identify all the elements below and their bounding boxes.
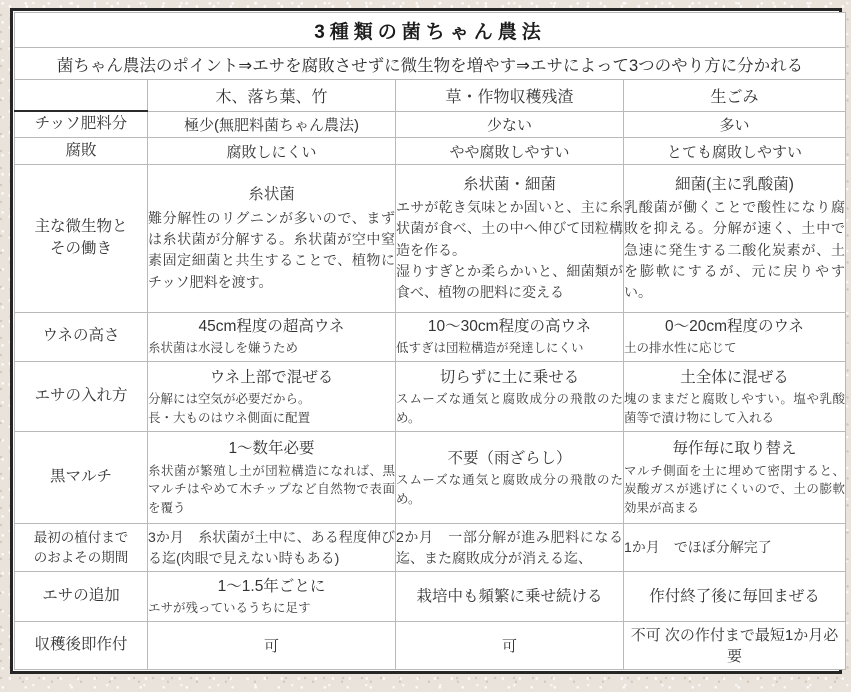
cell-note: 糸状菌が繁殖し土が団粒構造になれば、黒マルチはやめて木チップなど自然物で表面を覆う: [148, 463, 395, 516]
table-row: [15, 572, 846, 621]
table-row: [15, 361, 846, 431]
table-row: [15, 164, 846, 312]
cell-note: 分解には空気が必要だから。 長・大ものはウネ側面に配置: [148, 392, 311, 425]
table-header-row: [15, 80, 846, 112]
cell-feed-method-col1: [148, 361, 396, 431]
cell-note: エサが乾き気味とか固いと、主に糸状菌が食べ、土の中へ伸びて団粒構造を作る。 湿りすぎとか柔らかいと、細菌類が食べ、植物の肥料に変える: [396, 199, 623, 301]
cell-main-microbes-col1: [148, 164, 396, 312]
cell-decay-col1: [148, 138, 396, 164]
cell-feed-method-col3: [624, 361, 846, 431]
cell-heading: 1～数年必要: [228, 440, 315, 458]
cell-note: エサが残っているうちに足す: [148, 601, 311, 616]
cell-value: 不可 次の作付まで最短1か月必要: [630, 627, 839, 666]
cell-nitrogen-fertilizer-col3: [624, 111, 846, 138]
cell-note: 難分解性のリグニンが多いので、まずは糸状菌が分解する。糸状菌が空中窒素固定細菌と共生することで、植物にチッソ肥料を渡す。: [148, 209, 395, 290]
cell-text: 2か月 一部分解が進み肥料になる迄、また腐敗成分が消える迄、: [396, 528, 623, 566]
cell-note: スムーズな通気と腐敗成分の飛散のため。: [396, 473, 623, 506]
cell-heading: 毎作毎に取り替え: [672, 440, 797, 458]
cell-ridge-height-col3: [624, 312, 846, 361]
row-label-ridge-height: ウネの高さ: [15, 312, 148, 361]
column-header-wood: 木、落ち葉、竹: [148, 80, 396, 112]
row-label-nitrogen-fertilizer: チッソ肥料分: [15, 111, 148, 138]
cell-heading: 作付終了後に毎回まぜる: [649, 587, 820, 605]
subtitle-row: [15, 48, 846, 80]
cell-main-microbes-col3: [624, 164, 846, 312]
cell-text: 1か月 でほぼ分解完了: [624, 539, 772, 556]
cell-value: 腐敗しにくい: [226, 143, 317, 161]
cell-immediate-planting-col3: [624, 621, 846, 669]
row-label-decay: 腐敗: [15, 138, 148, 164]
cell-heading: 切らずに土に乗せる: [439, 368, 580, 386]
table-row: [15, 312, 846, 361]
cell-value: やや腐敗しやすい: [449, 143, 570, 161]
cell-value: 多い: [719, 116, 750, 134]
column-header-grass: 草・作物収穫残渣: [396, 80, 624, 112]
table-row: [15, 138, 846, 164]
table-row: [15, 111, 846, 138]
table-row: [15, 523, 846, 571]
farming-methods-table: [14, 12, 846, 670]
cell-note: 乳酸菌が働くことで酸性になり腐敗を抑える。分解が速く、土中で急速に発生する二酸化炭素が、土を膨軟にするが、元に戻りやすい。: [624, 199, 846, 301]
cell-heading: ウネ上部で混ぜる: [209, 368, 334, 386]
cell-heading: 糸状菌: [248, 186, 295, 204]
cell-immediate-planting-col2: [396, 621, 624, 669]
page-subtitle: [15, 48, 846, 80]
cell-value: とても腐敗しやすい: [667, 143, 803, 161]
row-label-feed-addition: エサの追加: [15, 572, 148, 621]
row-label-immediate-planting: 収穫後即作付: [15, 621, 148, 669]
cell-heading: 細菌(主に乳酸菌): [675, 175, 794, 193]
cell-heading: 45cm程度の超高ウネ: [198, 318, 345, 336]
cell-decay-col3: [624, 138, 846, 164]
cell-heading: 不要（雨ざらし）: [447, 449, 572, 467]
cell-feed-addition-col1: [148, 572, 396, 621]
cell-black-mulch-col1: [148, 432, 396, 524]
column-header-kitchen-waste: 生ごみ: [624, 80, 846, 112]
cell-nitrogen-fertilizer-col1: [148, 111, 396, 138]
cell-heading: 土全体に混ぜる: [680, 368, 789, 386]
title-row: [15, 13, 846, 48]
cell-feed-addition-col3: [624, 572, 846, 621]
cell-value: 可: [263, 637, 279, 655]
cell-first-planting-period-col2: [396, 523, 624, 571]
row-label-first-planting-period: 最初の植付まで のおよその期間: [15, 523, 148, 571]
cell-text: 3か月 糸状菌が土中に、ある程度伸びる迄(肉眼で見えない時もある): [148, 528, 395, 566]
cell-heading: 0～20cm程度のウネ: [664, 318, 805, 336]
cell-note: 低すぎは団粒構造が発達しにくい: [396, 341, 584, 356]
cell-nitrogen-fertilizer-col2: [396, 111, 624, 138]
cell-feed-addition-col2: [396, 572, 624, 621]
cell-decay-col2: [396, 138, 624, 164]
cell-value: 可: [501, 637, 517, 655]
cell-heading: 糸状菌・細菌: [462, 175, 556, 193]
cell-heading: 栽培中も頻繁に乗せ続ける: [416, 587, 603, 605]
cell-feed-method-col2: [396, 361, 624, 431]
cell-value: 少ない: [486, 116, 532, 134]
table-frame: [10, 8, 846, 674]
cell-note: マルチ側面を土に埋めて密閉すると、炭酸ガスが逃げにくいので、土の膨軟効果が高まる: [624, 463, 846, 516]
row-label-feed-method: エサの入れ方: [15, 361, 148, 431]
cell-note: スムーズな通気と腐敗成分の飛散のため。: [396, 392, 623, 425]
cell-immediate-planting-col1: [148, 621, 396, 669]
row-label-main-microbes: 主な微生物と その働き: [15, 164, 148, 312]
table-row: [15, 432, 846, 524]
cell-note: 塊のままだと腐敗しやすい。塩や乳酸菌等で漬け物にして入れる: [624, 392, 846, 425]
page-title-text: 3種類の菌ちゃん農法: [314, 21, 546, 43]
cell-heading: 1～1.5年ごとに: [217, 577, 326, 595]
cell-note: 土の排水性に応じて: [624, 341, 737, 356]
cell-note: 糸状菌は水浸しを嫌うため: [148, 341, 299, 356]
cell-ridge-height-col1: [148, 312, 396, 361]
cell-first-planting-period-col3: [624, 523, 846, 571]
row-label-black-mulch: 黒マルチ: [15, 432, 148, 524]
cell-first-planting-period-col1: [148, 523, 396, 571]
cell-value: 極少(無肥料菌ちゃん農法): [184, 116, 359, 134]
cell-main-microbes-col2: [396, 164, 624, 312]
header-corner-cell: [15, 80, 148, 112]
table-row: [15, 621, 846, 669]
cell-ridge-height-col2: [396, 312, 624, 361]
page-subtitle-text: 菌ちゃん農法のポイント⇒エサを腐敗させずに微生物を増やす⇒エサによって3つのやり方に分かれる: [56, 56, 804, 75]
cell-black-mulch-col2: [396, 432, 624, 524]
cell-heading: 10～30cm程度の高ウネ: [427, 318, 592, 336]
page-title: [15, 13, 846, 48]
cell-black-mulch-col3: [624, 432, 846, 524]
